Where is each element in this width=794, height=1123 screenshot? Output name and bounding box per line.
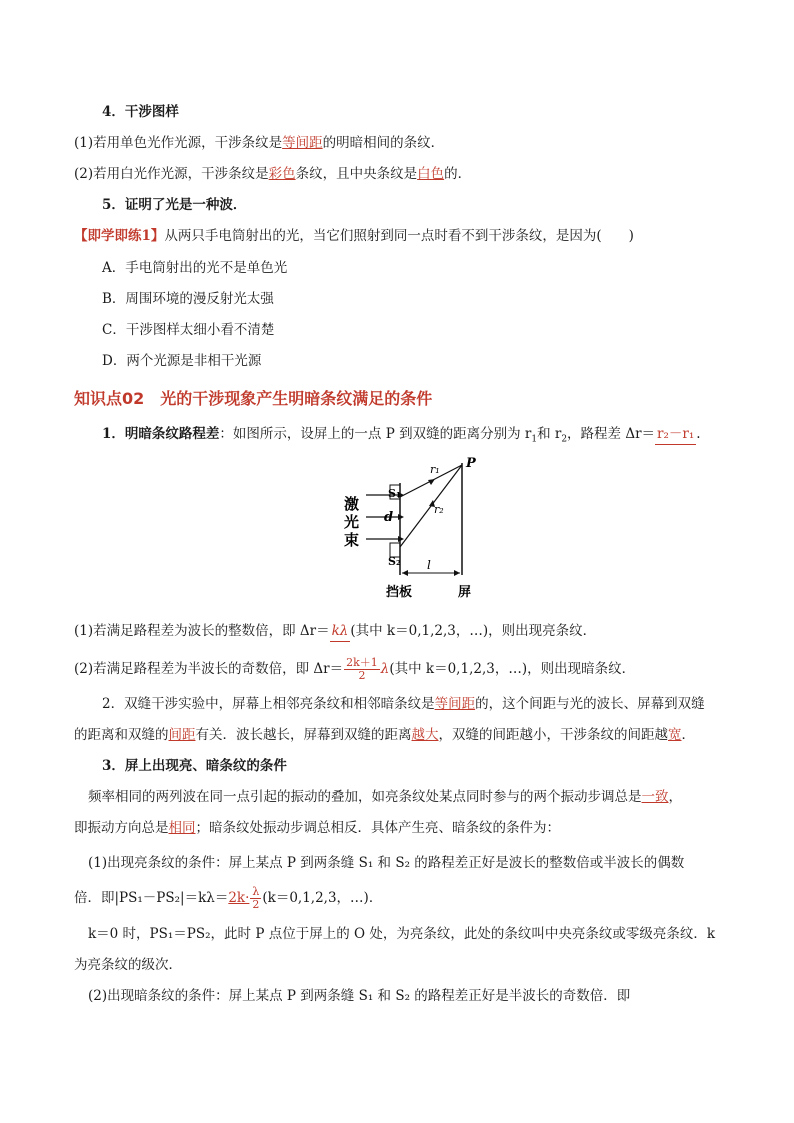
text: 1．明暗条纹路程差 (102, 426, 220, 442)
section-title: 知识点02 光的干涉现象产生明暗条纹满足的条件 (74, 389, 433, 408)
paragraph-white-light (74, 164, 471, 184)
option-c: C．干涉图样太细小看不清楚 (102, 322, 275, 338)
text: 有关．波长越长，屏幕到双缝的距离 (195, 727, 412, 743)
answer-larger: 越大 (411, 727, 439, 743)
distance-arrow-left (402, 570, 408, 576)
option-a: A．手电筒射出的光不是单色光 (102, 260, 288, 276)
label-s1: S₁ (388, 487, 401, 500)
answer-consistent: 一致 (641, 789, 669, 805)
heading-interference-pattern: 4．干涉图样 (102, 104, 179, 120)
label-l: l (427, 558, 431, 572)
label-baffle: 挡板 (386, 585, 413, 600)
laser-arrow-head-3 (398, 536, 404, 542)
text: 的明暗相间的条纹． (322, 135, 445, 151)
heading-light-is-wave: 5．证明了光是一种波． (102, 197, 247, 213)
fraction-denominator: 2 (358, 669, 366, 682)
lambda: λ (380, 661, 390, 677)
text: (k＝0,1,2,3，…)． (262, 890, 383, 906)
label-r2: r₂ (434, 503, 444, 516)
text: 的，这个间距与光的波长、屏幕到双缝 (475, 696, 705, 712)
text: 的． (444, 166, 472, 182)
text: ． (681, 727, 695, 743)
fraction-answer (344, 657, 380, 682)
answer-wider: 宽 (668, 727, 682, 743)
paragraph-superposition (88, 787, 682, 807)
fraction-lambda-half (250, 886, 261, 911)
paragraph-spacing-2 (74, 725, 695, 745)
laser-label-1: 激 (344, 495, 360, 513)
paragraph-central-fringe-1: k＝0 时，PS₁＝PS₂，此时 P 点位于屏上的 O 处，为亮条纹，此处的条纹叫中央亮条纹或零级亮条纹．k (88, 926, 716, 942)
laser-label-2: 光 (344, 513, 360, 531)
laser-arrow-head-2 (398, 514, 404, 520)
subscript: 1 (531, 434, 538, 445)
paragraph-vibration-direction (74, 818, 560, 838)
subscript: 2 (561, 434, 568, 445)
text: 即振动方向总是 (74, 820, 169, 836)
label-p: P (466, 456, 476, 471)
double-slit-diagram (330, 455, 490, 603)
answer-equal-spacing-2: 等间距 (434, 696, 476, 712)
text: (1)若满足路程差为波长的整数倍，即 Δr＝ (74, 623, 330, 639)
paragraph-dark-condition (74, 657, 635, 682)
answer-colored: 彩色 (268, 166, 296, 182)
text: (2)若满足路程差为半波长的奇数倍，即 Δr＝ (74, 661, 344, 677)
text: 频率相同的两列波在同一点引起的振动的叠加，如亮条纹处某点同时参与的两个振动步调总是 (88, 789, 642, 805)
answer-spacing: 间距 (168, 727, 196, 743)
paragraph-dark-fringe: (2)出现暗条纹的条件：屏上某点 P 到两条缝 S₁ 和 S₂ 的路程差正好是半波长的奇数倍．即 (88, 988, 631, 1004)
answer-white: 白色 (417, 166, 445, 182)
practice-question (74, 226, 634, 246)
text: ，双缝的间距越小，干涉条纹的间距越 (438, 727, 668, 743)
text: (1)若用单色光作光源，干涉条纹是 (74, 135, 283, 151)
text: ， (668, 789, 682, 805)
answer-equal-spacing: 等间距 (282, 135, 323, 151)
fraction-numerator: 2k＋1 (346, 656, 378, 669)
option-d: D．两个光源是非相干光源 (102, 353, 262, 369)
answer-2k: 2k· (228, 890, 250, 906)
answer-same: 相同 (168, 820, 196, 836)
heading-conditions: 3．屏上出现亮、暗条纹的条件 (102, 758, 287, 774)
laser-label-3: 束 (344, 531, 360, 549)
label-s2: S₂ (388, 555, 401, 568)
fraction-numerator: λ (252, 885, 260, 898)
label-d: d (384, 510, 394, 525)
paragraph-bright-fringe-1: (1)出现亮条纹的条件：屏上某点 P 到两条缝 S₁ 和 S₂ 的路程差正好是波长的整数倍或半波长的偶数 (88, 855, 685, 871)
answer-k-lambda: kλ (330, 621, 351, 642)
paragraph-monochromatic (74, 133, 444, 153)
text: 条纹，且中央条纹是 (295, 166, 418, 182)
option-b: B．周围环境的漫反射光太强 (102, 291, 274, 307)
text: (其中 k＝0,1,2,3，…)，则出现暗条纹． (389, 661, 636, 677)
text: 2．双缝干涉实验中，屏幕上相邻亮条纹和相邻暗条纹是 (102, 696, 435, 712)
practice-text: 从两只手电筒射出的光，当它们照射到同一点时看不到干涉条纹，是因为( ) (164, 228, 634, 244)
text: (2)若用白光作光源，干涉条纹是 (74, 166, 269, 182)
text: 倍．即|PS₁－PS₂|＝kλ＝ (74, 890, 229, 906)
paragraph-spacing-1 (102, 694, 705, 714)
label-screen: 屏 (458, 585, 472, 600)
label-r1: r₁ (430, 463, 440, 476)
paragraph-central-fringe-2: 为亮条纹的级次． (74, 957, 182, 973)
text: 和 r (537, 426, 562, 442)
text: (其中 k＝0,1,2,3，…)，则出现亮条纹． (350, 623, 597, 639)
text: . (696, 426, 701, 442)
answer-path-diff: r₂－r₁ (655, 424, 696, 445)
text: ，路程差 Δr＝ (567, 426, 656, 442)
distance-arrow-right (454, 570, 460, 576)
paragraph-bright-condition (74, 621, 596, 642)
paragraph-bright-fringe-2 (74, 886, 382, 911)
text: ：如图所示，设屏上的一点 P 到双缝的距离分别为 r (219, 426, 532, 442)
text: 的距离和双缝的 (74, 727, 169, 743)
fraction-denominator: 2 (252, 898, 260, 911)
practice-tag: 【即学即练1】 (74, 228, 165, 244)
paragraph-path-difference (102, 424, 701, 450)
text: ；暗条纹处振动步调总相反．具体产生亮、暗条纹的条件为： (195, 820, 560, 836)
